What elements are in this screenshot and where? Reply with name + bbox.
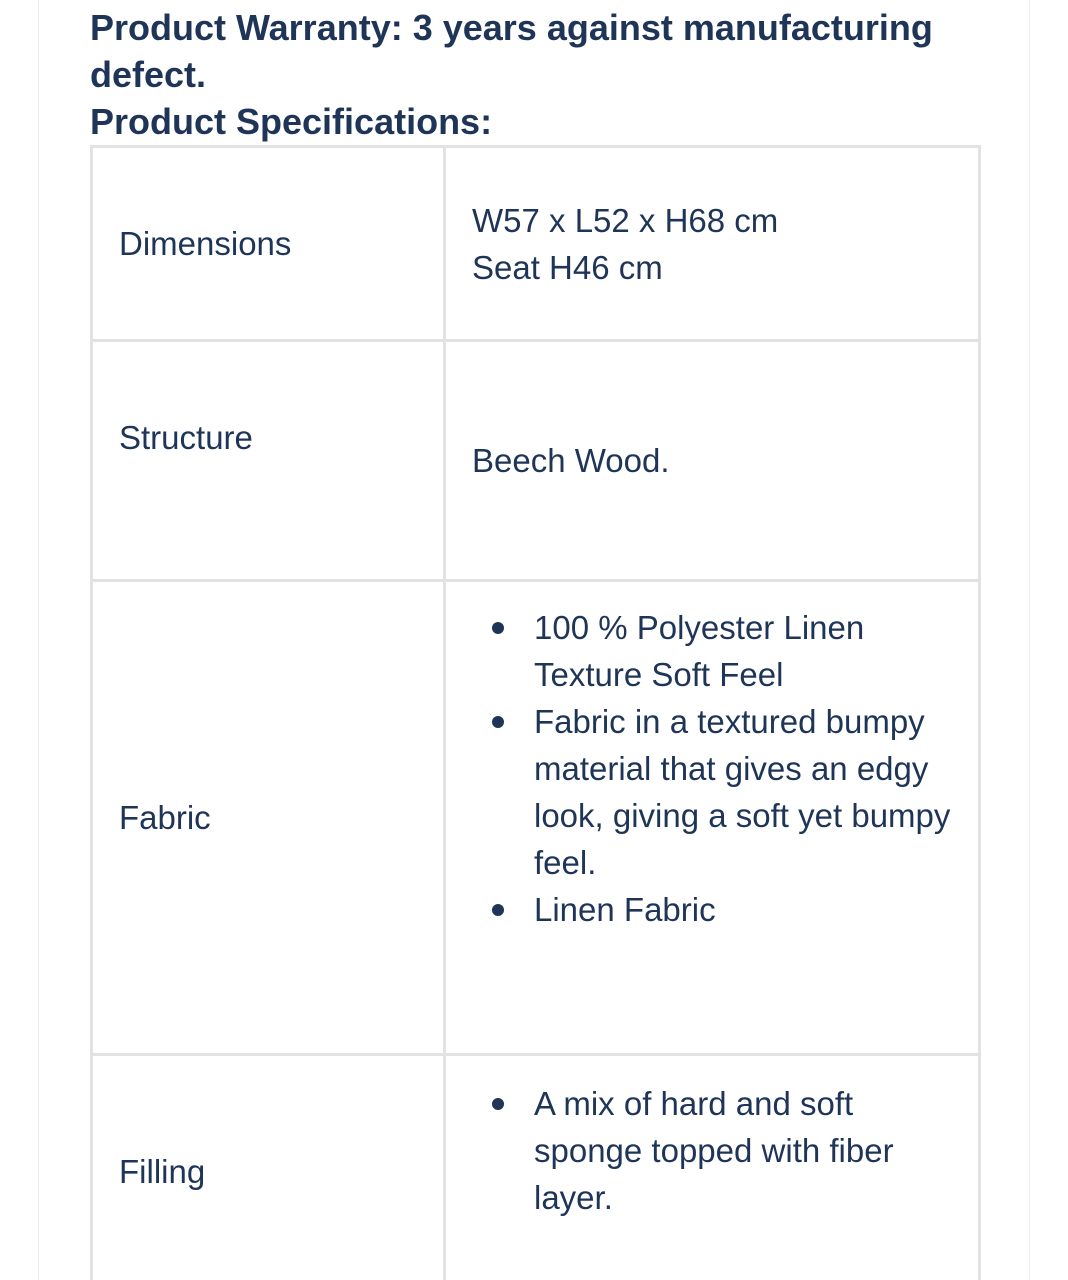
table-row-dimensions bbox=[92, 147, 980, 341]
spec-value-line: Beech Wood. bbox=[472, 442, 670, 479]
list-item-text: A mix of hard and soft sponge topped with fiber layer. bbox=[534, 1085, 894, 1216]
warranty-text bbox=[90, 4, 980, 98]
list-item bbox=[534, 698, 952, 886]
bullet-list bbox=[472, 604, 952, 933]
spec-value bbox=[445, 1055, 980, 1280]
table-row-fabric bbox=[92, 581, 980, 1055]
specifications-table bbox=[90, 145, 981, 1280]
spec-label: Fabric bbox=[92, 581, 445, 1055]
table-row-filling bbox=[92, 1055, 980, 1280]
spec-value bbox=[445, 581, 980, 1055]
list-item bbox=[534, 1080, 952, 1221]
list-item-text: Fabric in a textured bumpy material that gives an edgy look, giving a soft yet bumpy feel. bbox=[534, 703, 951, 881]
warranty-line-1: Product Warranty: 3 years against manufacturing bbox=[90, 7, 933, 48]
bullet-list bbox=[472, 1080, 952, 1221]
bullet-dot-icon bbox=[492, 1098, 504, 1110]
spec-label: Filling bbox=[92, 1055, 445, 1280]
bullet-dot-icon bbox=[492, 716, 504, 728]
spec-value bbox=[445, 341, 980, 581]
list-item-text: 100 % Polyester Linen Texture Soft Feel bbox=[534, 609, 865, 693]
specifications-heading: Product Specifications: bbox=[90, 101, 493, 142]
spec-value-line: W57 x L52 x H68 cm bbox=[472, 201, 779, 239]
list-item bbox=[534, 604, 952, 698]
list-item-text: Linen Fabric bbox=[534, 891, 716, 928]
bullet-dot-icon bbox=[492, 622, 504, 634]
product-details bbox=[90, 0, 990, 1216]
spec-label: Structure bbox=[92, 341, 445, 581]
list-item bbox=[534, 886, 952, 933]
bullet-dot-icon bbox=[492, 904, 504, 916]
spec-label: Dimensions bbox=[92, 147, 445, 341]
table-row-structure bbox=[92, 341, 980, 581]
spec-value-line: Seat H46 cm bbox=[472, 248, 663, 286]
spec-value bbox=[445, 147, 980, 341]
warranty-line-2: defect. bbox=[90, 54, 207, 95]
